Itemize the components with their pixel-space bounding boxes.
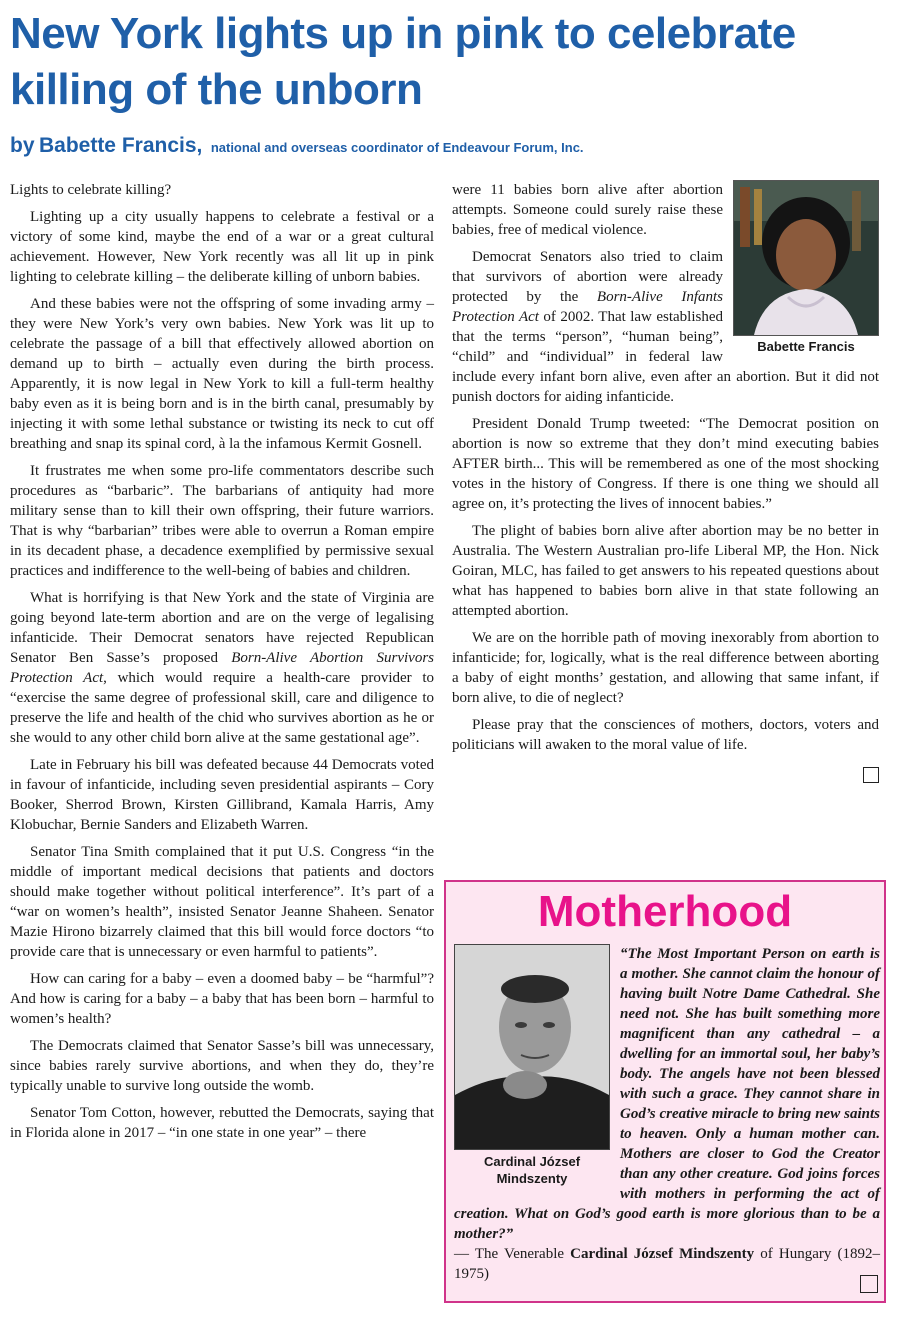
text-run: , which would require a health-care provider to “exercise the same degree of professional skill, care and diligence to preserve the life and health of the chid who survives abortion as he or she would to any other child born alive at the same gestational age”. bbox=[10, 670, 434, 746]
article-paragraph: How can caring for a baby – even a doomed baby – be “harmful”? And how is caring for a baby – a baby that has been born – harmful to women’s health? bbox=[10, 971, 434, 1027]
article-column-left bbox=[10, 180, 434, 1150]
text-run: were 11 babies born alive after abortion attempts. Someone could surely raise these babies, free of medical violence. bbox=[452, 182, 723, 238]
motherhood-sidebar bbox=[444, 880, 886, 1303]
author-photo-caption: Babette Francis bbox=[757, 339, 855, 354]
sidebar-title: Motherhood bbox=[537, 887, 793, 936]
text-run: Senator Tom Cotton, however, rebutted the Democrats, saying that in Florida alone in 2017 – “in one state in one year” – there bbox=[10, 1105, 434, 1141]
cardinal-photo bbox=[454, 944, 610, 1150]
article-paragraph: Lighting up a city usually happens to celebrate a festival or a victory of some kind, maybe the end of a war or a great cultural achievement. However, New York recently was all lit up in pink lighting to celebrate killing – the deliberate killing of unborn babies. bbox=[10, 209, 434, 285]
cardinal-photo-caption: Cardinal József Mindszenty bbox=[483, 1154, 581, 1186]
byline-prefix: by bbox=[10, 134, 35, 157]
author-role: national and overseas coordinator of Endeavour Forum, Inc. bbox=[210, 140, 584, 155]
attribution-prefix: — The Venerable bbox=[454, 1246, 565, 1262]
article-paragraph: It frustrates me when some pro-life commentators describe such procedures as “barbaric”. The barbarians of antiquity had more military sense than to kill their own offspring, their future warriors. That is why “barbarian” tribes were able to overrun a Roman empire in its decadent phase, a decadence exemplified by permissive sexual practices and indifference to the well-being of babies and children. bbox=[10, 463, 434, 579]
article-headline: New York lights up in pink to celebrate killing of the unborn bbox=[10, 9, 796, 114]
author-photo-figure bbox=[733, 180, 879, 355]
motherhood-quote: “The Most Important Person on earth is a mother. She cannot claim the honour of having built Notre Dame Cathedral. She need not. She has built something more magnificent than any cathedral – a dwelling for an immortal soul, her baby’s body. The angels have not been blessed with such a grace. They cannot share in God’s creative miracle to bring new saints to heaven. Only a human mother can. Mothers are closer to God the Creator than any other creature. God joins forces with mothers in performing the act of creation. What on God’s good earth is more glorious than to be a mother?” bbox=[454, 946, 880, 1242]
article-paragraph: President Donald Trump tweeted: “The Democrat position on abortion is now so extreme that they don’t mind executing babies AFTER birth... This will be remembered as one of the most shocking votes in the history of Congress. If there is one thing we should all agree on, it’s protecting the lives of innocent babies.” bbox=[452, 416, 879, 512]
article-paragraph: Please pray that the consciences of mothers, doctors, voters and politicians will awaken to the moral value of life. bbox=[452, 717, 879, 753]
article-end-mark bbox=[863, 767, 879, 783]
sidebar-body bbox=[454, 944, 880, 1284]
article-column-right bbox=[452, 180, 879, 783]
article-paragraph: The Democrats claimed that Senator Sasse’s bill was unnecessary, since babies rarely survive abortions, and when they do, they’re typically unable to survive long outside the womb. bbox=[10, 1038, 434, 1094]
article-paragraph-cotton bbox=[10, 1103, 434, 1143]
article-paragraph-virginia bbox=[10, 588, 434, 748]
author-photo bbox=[733, 180, 879, 336]
attribution-suffix: of Hungary (1892–1975) bbox=[454, 1246, 880, 1282]
act-title: Born-Alive Infants Protection Act bbox=[452, 289, 723, 325]
text-run: Democrat Senators also tried to claim that survivors of abortion were already protected by the bbox=[452, 249, 723, 305]
article-paragraph: Senator Tina Smith complained that it put U.S. Congress “in the middle of important medical decisions that patients and doctors should make together without political interference”. It’s part of a “war on women’s health”, insisted Senator Jeanne Shaheen. Senator Mazie Hirono bizarrely claimed that this bill would force doctors “to provide care that is unnecessary or even harmful to patients”. bbox=[10, 844, 434, 960]
author-portrait-icon bbox=[734, 181, 878, 335]
article-paragraph: We are on the horrible path of moving inexorably from abortion to infanticide; for, logically, what is the real difference between aborting a baby of eight months’ gestation, and allowing that same infant, if born alive, to die of neglect? bbox=[452, 630, 879, 706]
article-paragraph: Late in February his bill was defeated because 44 Democrats voted in favour of infanticide, including seven presidential aspirants – Cory Booker, Sherrod Brown, Kirsten Gillibrand, Kamala Harris, Amy Klobuchar, Bernie Sanders and Elizabeth Warren. bbox=[10, 757, 434, 833]
sidebar-end-mark bbox=[860, 1275, 878, 1293]
byline bbox=[10, 134, 895, 158]
act-title: Born-Alive Abortion Survivors Protection Act bbox=[10, 650, 434, 686]
article-paragraph: Lights to celebrate killing? bbox=[10, 182, 172, 198]
attribution-name: Cardinal József Mindszenty bbox=[570, 1246, 755, 1262]
article-paragraph: The plight of babies born alive after abortion may be no better in Australia. The Western Australian pro-life Liberal MP, the Hon. Nick Goiran, MLC, has failed to get answers to his repeated questions about what has happened to babies born alive in that state following an attempted abortion. bbox=[452, 523, 879, 619]
author-name: Babette Francis, bbox=[38, 134, 203, 157]
quote-attribution bbox=[454, 1244, 880, 1284]
cardinal-portrait-icon bbox=[455, 945, 609, 1149]
article-paragraph: And these babies were not the offspring of some invading army – they were New York’s very own babies. New York was lit up to celebrate the passage of a bill that effectively allowed abortion on demand up to birth – actually even during the birth process. Apparently, it is now legal in New York to kill a full-term healthy baby even as it is being born and is in the birth canal, presumably by injecting it with some lethal substance or twisting its neck to cut off breathing and snap its spinal cord, à la the infamous Kermit Gosnell. bbox=[10, 296, 434, 452]
text-run: of 2002. That law established that the terms “person”, “human being”, “child” and “individual” in federal law include every infant born alive, even after an abortion. But it did not punish doctors for aiding infanticide. bbox=[452, 309, 879, 405]
cardinal-photo-figure bbox=[454, 944, 610, 1187]
text-run: What is horrifying is that New York and the state of Virginia are going beyond late-term abortion and are on the verge of legalising infanticide. Their Democrat senators have rejected Republican Senator Ben Sasse’s proposed bbox=[10, 590, 434, 666]
